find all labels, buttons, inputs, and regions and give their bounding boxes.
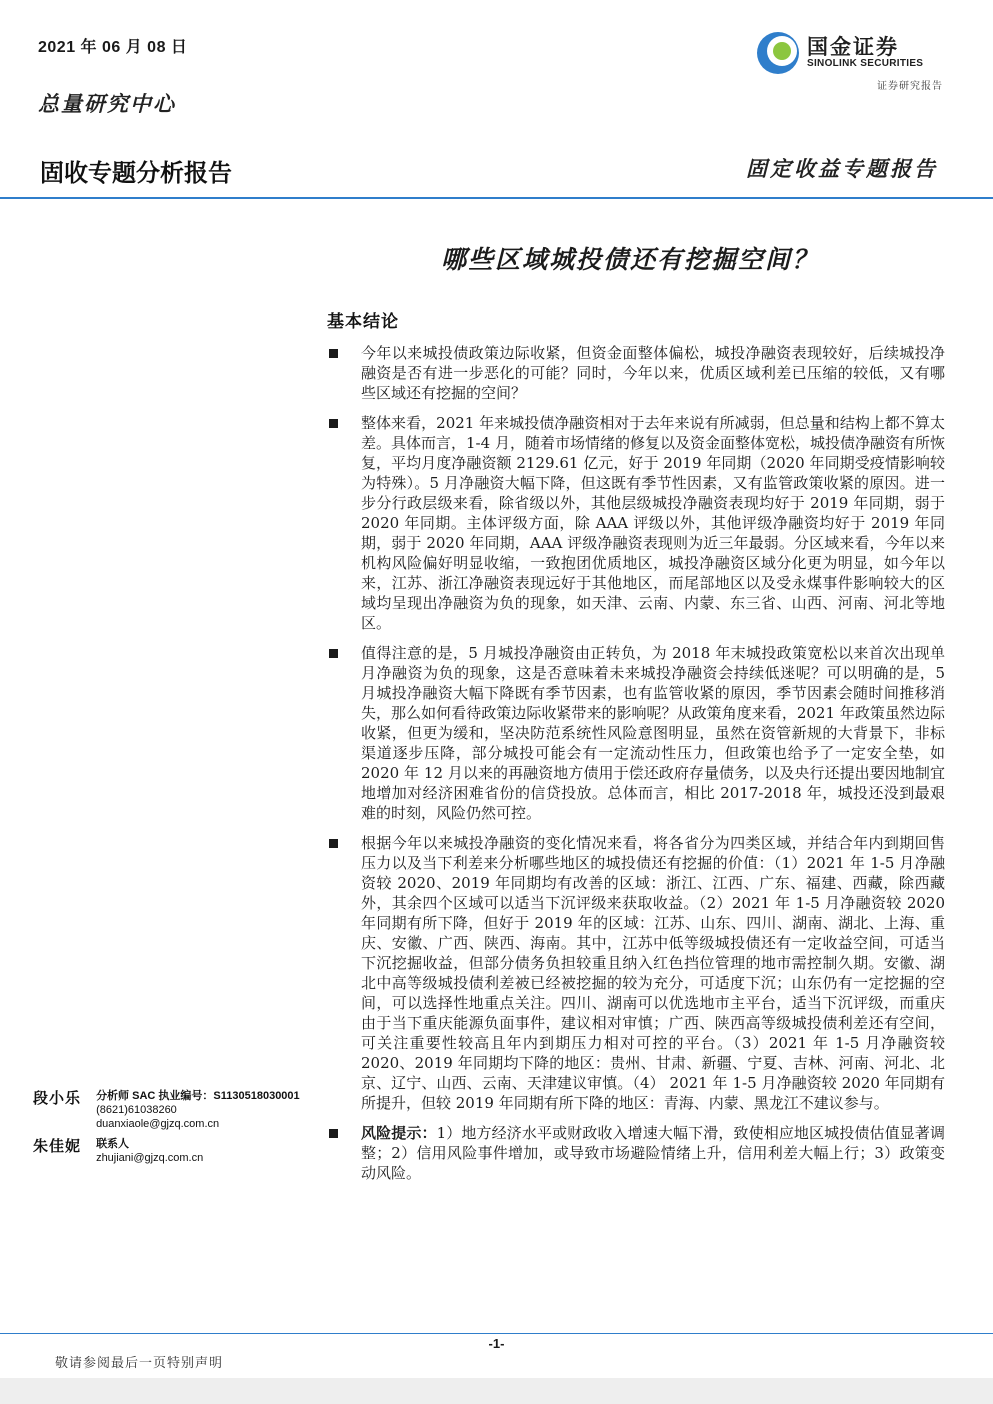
bullet-lead: 风险提示： (361, 1124, 437, 1142)
bullet-text: 1）地方经济水平或财政收入增速大幅下滑，致使相应地区城投债估值显著调整；2）信用风险事件增加，或导致市场避险情绪上升，信用利差大幅上行；3）政策变动风险。 (361, 1124, 945, 1182)
footer-divider (0, 1333, 993, 1334)
research-center: 总量研究中心 (38, 91, 176, 116)
conclusion-list (325, 343, 945, 1193)
section-title: 基本结论 (327, 312, 399, 332)
analyst-role: 分析师 SAC 执业编号：S1130518030001 (96, 1090, 300, 1102)
analyst-block (33, 1135, 203, 1165)
report-category: 固定收益专题报告 (746, 156, 938, 181)
conclusion-item (325, 343, 945, 403)
logo-name-en: SINOLINK SECURITIES (807, 58, 924, 69)
company-logo (755, 28, 945, 78)
conclusion-item (325, 413, 945, 633)
analyst-role: 联系人 (96, 1138, 130, 1150)
header-divider (0, 197, 993, 199)
analyst-email[interactable]: zhujiani@gjzq.com.cn (96, 1152, 204, 1164)
analyst-phone: (8621)61038260 (96, 1104, 177, 1116)
bullet-square-icon (329, 1129, 338, 1138)
conclusion-item (325, 643, 945, 823)
analyst-name: 段小乐 (33, 1089, 82, 1107)
bullet-text: 根据今年以来城投净融资的变化情况来看，将各省分为四类区域，并结合年内到期回售压力以及当下利差来分析哪些地区的城投债还有挖掘的价值：（1）2021 年 1-5 月净融资较 2020、2019 年同期均有改善的区域：浙江、江西、广东、福建、西藏，除西藏外，其余四个区域可以适当下沉评级来获取收益。（2）2021 年 1-5 月净融资较 2020 年同期有所下降，但好于 2019 年的区域：江苏、山东、四川、湖南、湖北、上海、重庆、安徽、广西、陕西、海南。其中，江苏中低等级城投债还有一定收益空间，可适当下沉挖掘收益，但部分债务负担较重且纳入红色挡位管理的地市需控制久期。安徽、湖北中高等级城投债利差被已经被挖掘的较为充分，可适度下沉；山东仍有一定挖掘的空间，可以选择性地重点关注。四川、湖南可以优选地市主平台，适当下沉评级，而重庆由于当下重庆能源负面事件，建议相对审慎；广西、陕西高等级城投债利差还有空间，可关注重要性较高且年内到期压力相对可控的平台。（3）2021 年 1-5 月净融资较 2020、2019 年同期均下降的地区：贵州、甘肃、新疆、宁夏、吉林、河南、河北、北京、辽宁、山西、云南、天津建议审慎。（4） 2021 年 1-5 月净融资较 2020 年同期有所提升，但较 2019 年同期有所下降的地区：青海、内蒙、黑龙江不建议参与。 (361, 834, 945, 1112)
disclaimer-note: 敬请参阅最后一页特别声明 (55, 1356, 224, 1371)
analyst-name: 朱佳妮 (33, 1137, 82, 1155)
logo-subtitle: 证券研究报告 (877, 81, 943, 92)
report-title: 哪些区域城投债还有挖掘空间？ (440, 245, 819, 274)
risk-warning-item (325, 1123, 945, 1183)
bullet-text: 整体来看，2021 年来城投债净融资相对于去年来说有所减弱，但总量和结构上都不算太差。具体而言，1-4 月，随着市场情绪的修复以及资金面整体宽松，城投债净融资有所恢复，平均月度净融资额 2129.61 亿元，好于 2019 年同期（2020 年同期受疫情影响较为特殊）。5 月净融资大幅下降，但这既有季节性因素，又有监管政策收紧的原因。进一步分行政层级来看，除省级以外，其他层级城投净融资表现均好于 2019 年同期，弱于 2020 年同期。主体评级方面，除 AAA 评级以外，其他评级净融资均好于 2019 年同期，弱于 2020 年同期，AAA 评级净融资表现则为近三年最弱。分区域来看，今年以来机构风险偏好明显收缩，一致抱团优质地区，城投净融资区域分化更为明显，如今年以来，江苏、浙江净融资表现远好于其他地区，而尾部地区以及受永煤事件影响较大的区域均呈现出净融资为负的现象，如天津、云南、内蒙、东三省、山西、河南、河北等地区。 (361, 414, 945, 632)
logo-name-cn: 国金证券 (807, 36, 899, 59)
conclusion-item (325, 833, 945, 1113)
bullet-square-icon (329, 649, 338, 658)
report-date: 2021 年 06 月 08 日 (38, 39, 188, 56)
bottom-band (0, 1378, 993, 1404)
bullet-square-icon (329, 419, 338, 428)
sinolink-logo-icon (755, 30, 801, 76)
bullet-square-icon (329, 349, 338, 358)
page-number: -1- (488, 1336, 505, 1351)
report-type: 固收专题分析报告 (40, 160, 232, 187)
bullet-text: 值得注意的是，5 月城投净融资由正转负，为 2018 年末城投政策宽松以来首次出现单月净融资为负的现象，这是否意味着未来城投净融资会持续低迷呢？可以明确的是，5 月城投净融资大幅下降既有季节因素，也有监管收紧的原因，季节因素会随时间推移消失，那么如何看待政策边际收紧带来的影响呢？从政策角度来看，2021 年政策虽然边际收紧，但更为缓和，坚决防范系统性风险意图明显，虽然在资管新规的大背景下，非标渠道逐步压降，部分城投可能会有一定流动性压力，但政策也给予了一定安全垫，如 2020 年 12 月以来的再融资地方债用于偿还政府存量债务，以及央行还提出要因地制宜地增加对经济困难省份的信贷投放。总体而言，相比 2017-2018 年，城投还没到最艰难的时刻，风险仍然可控。 (361, 644, 945, 822)
analyst-block (33, 1087, 300, 1131)
analyst-email[interactable]: duanxiaole@gjzq.com.cn (96, 1118, 220, 1130)
bullet-text: 今年以来城投债政策边际收紧，但资金面整体偏松，城投净融资表现较好，后续城投净融资是否有进一步恶化的可能？同时，今年以来，优质区域利差已压缩的较低，又有哪些区域还有挖掘的空间？ (361, 344, 945, 402)
analyst-info (96, 1087, 300, 1131)
analyst-info (96, 1135, 203, 1165)
bullet-square-icon (329, 839, 338, 848)
